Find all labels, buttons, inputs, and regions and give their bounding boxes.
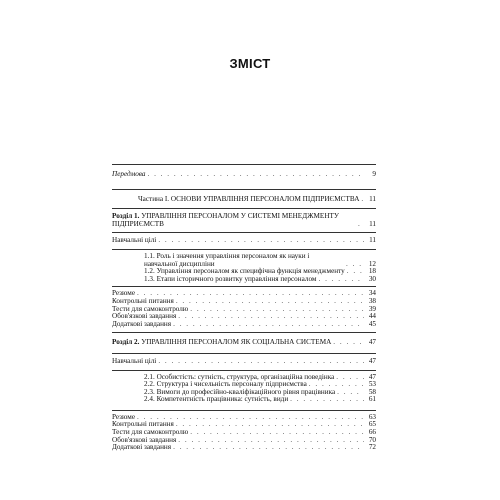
divider — [112, 332, 376, 333]
toc-entry-label — [112, 339, 331, 347]
divider — [112, 208, 376, 209]
dot-leader — [158, 237, 364, 245]
toc-entry-label: Навчальні цілі — [112, 356, 157, 365]
toc-entry-page: 70 — [368, 435, 376, 444]
divider — [112, 353, 376, 354]
toc-entry-label: 2.2. Структура і чисельність персоналу підприємства — [144, 380, 307, 389]
dot-leader — [147, 171, 364, 179]
dot-leader — [176, 298, 364, 306]
section-number: Розділ 1. — [112, 212, 140, 221]
dot-leader — [336, 374, 364, 382]
divider — [112, 189, 376, 190]
toc-entry-page: 30 — [368, 274, 376, 283]
toc-entry-page: 34 — [368, 289, 376, 298]
toc-entry-page: 47 — [368, 338, 376, 347]
toc-entry-label: 2.4. Компетентність працівника: сутність, види — [144, 395, 289, 404]
toc-entry-section1[interactable] — [112, 213, 376, 228]
toc-entry-label: Додаткові завдання — [112, 319, 172, 328]
toc-entry-label: Контрольні питання — [112, 420, 174, 429]
toc-entry-label — [112, 213, 356, 228]
toc-entry-page: 65 — [368, 420, 376, 429]
divider — [112, 370, 376, 371]
dot-leader — [173, 321, 364, 329]
dot-leader — [178, 437, 364, 445]
toc-entry-additional-tasks[interactable] — [112, 321, 376, 329]
dot-leader — [358, 221, 364, 229]
toc-entry-page: 47 — [368, 356, 376, 365]
toc-entry-label: 2.3. Вимоги до професійно-кваліфікаційного рівня працівника — [144, 387, 336, 396]
dot-leader — [176, 421, 364, 429]
toc-entry-label: Частина I. ОСНОВИ УПРАВЛІННЯ ПЕРСОНАЛОМ ПІДПРИЄМСТВА — [138, 194, 360, 203]
toc-entry-page: 44 — [368, 312, 376, 321]
toc-entry-label: Додаткові завдання — [112, 443, 172, 452]
toc-entry-label: 1.2. Управління персоналом як специфічна функція менеджменту — [144, 267, 345, 276]
dot-leader — [158, 358, 364, 366]
toc-entry-subsection[interactable] — [112, 396, 376, 404]
toc-entry-label: Передмова — [112, 170, 146, 178]
toc-entry-label: Тести для самоконтролю — [112, 304, 189, 313]
divider — [112, 249, 376, 250]
toc-entry-page: 63 — [368, 412, 376, 421]
dot-leader — [290, 396, 364, 404]
toc-entry-page: 47 — [368, 372, 376, 381]
toc-entry-goals[interactable] — [112, 358, 376, 366]
section-title: УПРАВЛІННЯ ПЕРСОНАЛОМ У СИСТЕМІ МЕНЕДЖМЕНТУ ПІДПРИЄМСТВ — [112, 212, 339, 228]
dot-leader — [333, 339, 364, 347]
toc-entry-page: 11 — [369, 219, 376, 228]
toc-entry-label: Резюме — [112, 289, 136, 298]
toc-entry-page: 58 — [368, 387, 376, 396]
toc-entry-label: 2.1. Особистість: сутність, структура, організаційна поведінка — [144, 372, 335, 381]
toc-entry-page: 72 — [368, 443, 376, 452]
toc-entry-label: Обов'язкові завдання — [112, 435, 177, 444]
toc-entry-page: 39 — [368, 304, 376, 313]
toc-entry-page: 18 — [368, 267, 376, 276]
section-title: УПРАВЛІННЯ ПЕРСОНАЛОМ ЯК СОЦІАЛЬНА СИСТЕМА — [139, 338, 332, 347]
toc-entry-page: 38 — [368, 296, 376, 305]
divider — [112, 286, 376, 287]
toc-entry-page: 61 — [368, 395, 376, 404]
toc-entry-label: 1.3. Етапи історичного розвитку управління персоналом — [144, 274, 317, 283]
toc-entry-label: 1.1. Роль і значення управління персоналом як науки і навчальної дисципліни — [144, 251, 310, 268]
toc-entry-preface[interactable] — [112, 171, 376, 179]
toc-entry-page: 66 — [368, 428, 376, 437]
divider — [112, 232, 376, 233]
toc-entry-label: Навчальні цілі — [112, 236, 157, 245]
dot-leader — [347, 268, 364, 276]
toc-entry-label: Резюме — [112, 412, 136, 421]
top-rule — [112, 164, 376, 165]
toc-entry-label: Контрольні питання — [112, 296, 174, 305]
dot-leader — [178, 313, 364, 321]
toc-entry-page: 12 — [368, 259, 376, 268]
section-number: Розділ 2. — [112, 338, 140, 347]
toc-entry-page: 45 — [368, 319, 376, 328]
dot-leader — [361, 196, 364, 204]
dot-leader — [190, 306, 364, 314]
toc-entry-goals[interactable] — [112, 237, 376, 245]
toc-entry-part1[interactable] — [112, 196, 376, 204]
toc-entry-additional-tasks[interactable] — [112, 444, 376, 452]
dot-leader — [173, 444, 364, 452]
divider — [112, 410, 376, 411]
toc-entry-label: Обов'язкові завдання — [112, 312, 177, 321]
toc-entry-page: 9 — [372, 170, 376, 178]
toc-entry-label: Тести для самоконтролю — [112, 428, 189, 437]
dot-leader — [318, 276, 364, 284]
toc-entry-page: 11 — [369, 236, 376, 245]
toc-entry-page: 11 — [369, 194, 376, 203]
toc-entry-subsection[interactable] — [112, 253, 376, 268]
page-title: ЗМІСТ — [229, 56, 271, 71]
toc-entry-section2[interactable] — [112, 339, 376, 347]
toc-entry-page: 53 — [368, 380, 376, 389]
dot-leader — [190, 429, 364, 437]
dot-leader — [337, 389, 364, 397]
dot-leader — [346, 261, 364, 269]
toc-entry-subsection[interactable] — [112, 276, 376, 284]
table-of-contents — [112, 164, 376, 452]
